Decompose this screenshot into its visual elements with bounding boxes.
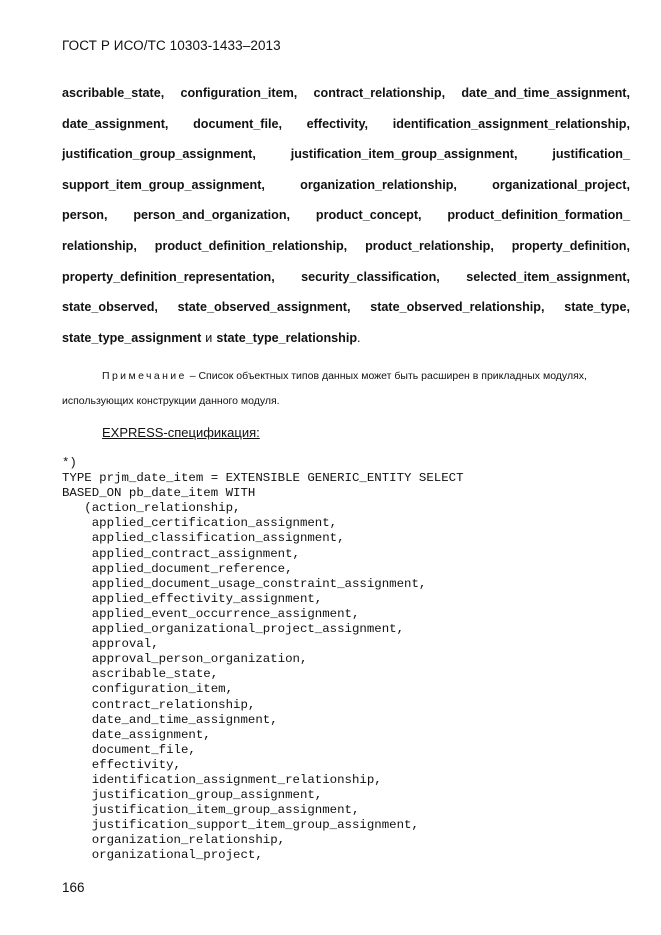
type-name: justification_item_group_assignment, <box>290 147 518 162</box>
code-line: applied_effectivity_assignment, <box>62 591 323 606</box>
types-line <box>62 204 630 235</box>
code-line: justification_item_group_assignment, <box>62 803 360 818</box>
types-line <box>62 143 630 174</box>
types-line <box>62 296 630 327</box>
type-name: person_and_organization, <box>133 208 291 223</box>
types-line <box>62 174 630 205</box>
type-name: property_definition_representation, <box>62 269 275 284</box>
type-name: organizational_project, <box>492 177 630 192</box>
code-line: identification_assignment_relationship, <box>62 772 382 787</box>
type-name: property_definition, <box>511 238 630 253</box>
code-line: approval, <box>62 637 159 652</box>
code-line: applied_event_occurrence_assignment, <box>62 606 360 621</box>
code-line: applied_certification_assignment, <box>62 516 338 531</box>
code-line: organizational_project, <box>62 848 263 863</box>
type-name: ascribable_state, <box>62 86 165 100</box>
note-text: – Список объектных типов данных может быть расширен в прикладных модулях, использующих конструкции данного модуля. <box>62 370 587 407</box>
type-name: justification_ <box>552 147 630 162</box>
type-name: security_classification, <box>301 269 440 284</box>
code-line: applied_organizational_project_assignment, <box>62 622 405 637</box>
type-name: date_and_time_assignment, <box>461 86 630 100</box>
types-line <box>62 235 630 266</box>
code-line: applied_classification_assignment, <box>62 531 345 546</box>
type-name: state_observed, <box>62 300 158 315</box>
type-name: product_definition_formation_ <box>447 208 630 223</box>
type-name: configuration_item, <box>180 86 298 100</box>
type-name: contract_relationship, <box>313 86 446 100</box>
types-line <box>62 266 630 297</box>
code-line: (action_relationship, <box>62 501 241 516</box>
type-name: effectivity, <box>306 116 369 131</box>
types-line <box>62 327 630 358</box>
types-list <box>62 82 630 357</box>
type-name: state_type_assignment <box>62 330 202 345</box>
page-number: 166 <box>62 880 85 895</box>
code-line: applied_document_usage_constraint_assignment, <box>62 576 427 591</box>
type-name: product_concept, <box>315 208 422 223</box>
period: . <box>357 330 361 345</box>
code-line: justification_support_item_group_assignment, <box>62 818 419 833</box>
types-line <box>62 82 630 113</box>
code-line: configuration_item, <box>62 682 234 697</box>
code-line: applied_contract_assignment, <box>62 546 300 561</box>
type-name: document_file, <box>193 116 282 131</box>
code-line: applied_document_reference, <box>62 561 293 576</box>
type-name: state_observed_relationship, <box>370 300 545 315</box>
type-name: state_observed_assignment, <box>177 300 351 315</box>
code-line: date_and_time_assignment, <box>62 712 278 727</box>
type-name: product_relationship, <box>365 238 494 253</box>
code-line: BASED_ON pb_date_item WITH <box>62 486 256 501</box>
conjunction: и <box>205 330 213 345</box>
code-line: TYPE prjm_date_item = EXTENSIBLE GENERIC_ENTITY SELECT <box>62 471 464 486</box>
type-name: relationship, <box>62 238 137 253</box>
type-name: state_type_relationship <box>216 330 358 345</box>
note-label: Примечание <box>102 370 187 382</box>
type-name: support_item_group_assignment, <box>62 177 265 192</box>
types-line <box>62 113 630 144</box>
type-name: date_assignment, <box>62 116 169 131</box>
code-line: document_file, <box>62 742 196 757</box>
type-name: organization_relationship, <box>300 177 457 192</box>
express-heading: EXPRESS-спецификация: <box>102 425 260 440</box>
code-line: effectivity, <box>62 757 181 772</box>
type-name: product_definition_relationship, <box>154 238 348 253</box>
code-line: *) <box>62 456 77 470</box>
page-header: ГОСТ Р ИСО/ТС 10303-1433–2013 <box>62 38 281 53</box>
code-line: date_assignment, <box>62 727 211 742</box>
type-name: selected_item_assignment, <box>466 269 630 284</box>
code-line: contract_relationship, <box>62 697 256 712</box>
type-name: justification_group_assignment, <box>62 147 256 162</box>
type-name: person, <box>62 208 108 223</box>
express-code <box>62 456 464 864</box>
code-line: justification_group_assignment, <box>62 788 323 803</box>
type-name: state_type, <box>564 300 630 315</box>
code-line: organization_relationship, <box>62 833 286 848</box>
code-line: ascribable_state, <box>62 667 219 682</box>
type-name: identification_assignment_relationship, <box>392 116 630 131</box>
code-line: approval_person_organization, <box>62 652 308 667</box>
note <box>62 364 630 414</box>
